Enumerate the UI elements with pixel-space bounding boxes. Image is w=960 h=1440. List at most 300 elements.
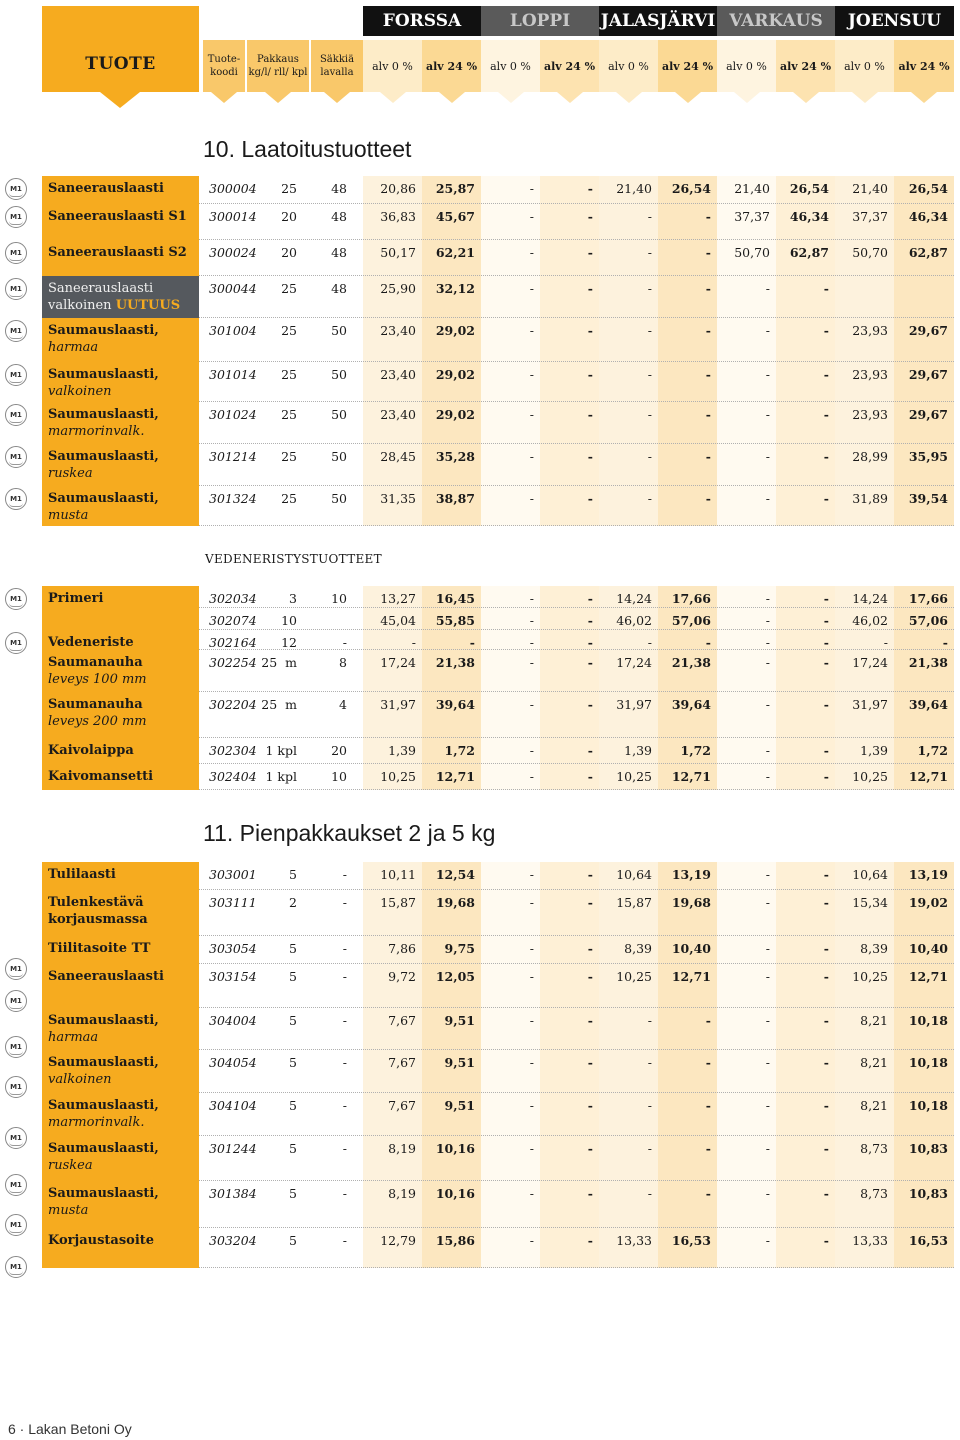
price-alv0: 45,04 <box>380 613 416 628</box>
product-name <box>48 742 134 759</box>
product-name-text: Saumauslaasti, <box>48 407 159 422</box>
price-alv0: - <box>529 591 534 606</box>
price-alv0: 8,21 <box>860 1013 888 1028</box>
product-code: 301244 <box>209 1141 257 1156</box>
price-alv0: - <box>647 407 652 422</box>
product-name <box>48 968 164 985</box>
price-alv24: - <box>587 969 593 984</box>
price-alv24: - <box>587 491 593 506</box>
product-name-cell <box>42 608 199 630</box>
price-alv0: - <box>765 1098 770 1113</box>
price-alv24: 46,34 <box>908 209 948 224</box>
price-alv24: 21,38 <box>671 655 711 670</box>
price-alv24: - <box>705 1098 711 1113</box>
price-alv0: 7,67 <box>388 1013 416 1028</box>
price-alv24: - <box>587 209 593 224</box>
product-name <box>48 634 134 651</box>
price-alv0: 21,40 <box>734 181 770 196</box>
price-alv0: 21,40 <box>852 181 888 196</box>
price-alv24: 10,18 <box>908 1098 948 1113</box>
table-row <box>42 936 954 964</box>
table-row <box>42 692 954 738</box>
alv24-label: alv 24 % <box>540 40 599 92</box>
bags-per-pallet: - <box>342 635 347 650</box>
price-alv0: 13,33 <box>852 1233 888 1248</box>
city-jalasjarvi: JALASJÄRVI <box>599 6 717 36</box>
price-alv24: - <box>823 613 829 628</box>
row-separator <box>199 789 954 790</box>
price-alv0: 46,02 <box>616 613 652 628</box>
product-code: 302304 <box>209 743 257 758</box>
bags-per-pallet: 50 <box>331 449 347 464</box>
bags-per-pallet: 50 <box>331 367 347 382</box>
package-size: 20 <box>281 245 297 260</box>
price-alv0: 23,93 <box>852 407 888 422</box>
price-alv0: 7,67 <box>388 1098 416 1113</box>
city-joensuu: JOENSUU <box>835 6 954 36</box>
m1-emission-icon: M1 <box>5 1127 27 1149</box>
price-alv24: - <box>823 281 829 296</box>
price-alv24: - <box>823 1013 829 1028</box>
alv24-label: alv 24 % <box>422 40 481 92</box>
price-alv24: 10,18 <box>908 1013 948 1028</box>
price-alv24: 29,02 <box>435 367 475 382</box>
price-alv0: - <box>529 1013 534 1028</box>
price-alv24: - <box>587 895 593 910</box>
price-alv24: - <box>705 449 711 464</box>
price-alv0: - <box>647 323 652 338</box>
package-size: 20 <box>281 209 297 224</box>
table-row <box>42 176 954 204</box>
table-row <box>42 362 954 402</box>
price-alv24: - <box>587 1055 593 1070</box>
price-alv24: 1,72 <box>917 743 948 758</box>
price-alv24: - <box>587 449 593 464</box>
price-alv24: - <box>705 209 711 224</box>
price-alv24: 12,71 <box>671 769 711 784</box>
price-alv0: 23,40 <box>380 323 416 338</box>
product-name-text: Saumauslaasti, <box>48 1013 159 1028</box>
price-alv24: - <box>587 867 593 882</box>
price-alv0: 7,67 <box>388 1055 416 1070</box>
price-alv0: 10,64 <box>616 867 652 882</box>
price-alv24: 13,19 <box>671 867 711 882</box>
price-alv24: - <box>587 635 593 650</box>
package-size: 5 <box>289 1098 297 1113</box>
product-name <box>48 1185 159 1219</box>
price-alv0: 17,24 <box>852 655 888 670</box>
price-alv0: 8,73 <box>860 1141 888 1156</box>
price-alv24: 10,16 <box>435 1141 475 1156</box>
row-separator <box>199 525 954 526</box>
price-alv24: - <box>823 655 829 670</box>
product-name <box>48 894 148 928</box>
price-alv24: - <box>823 697 829 712</box>
price-alv0: - <box>529 449 534 464</box>
price-alv0: 50,70 <box>734 245 770 260</box>
product-name-text: Saumauslaasti, <box>48 449 159 464</box>
price-alv0: - <box>765 941 770 956</box>
price-alv0: 14,24 <box>852 591 888 606</box>
price-alv0: 8,21 <box>860 1098 888 1113</box>
price-alv24: - <box>705 1055 711 1070</box>
product-code: 304004 <box>209 1013 257 1028</box>
price-alv24: 17,66 <box>908 591 948 606</box>
price-alv24: 12,71 <box>671 969 711 984</box>
price-alv24: - <box>587 1013 593 1028</box>
price-alv0: - <box>647 1055 652 1070</box>
price-alv0: - <box>529 181 534 196</box>
price-alv24: 9,75 <box>444 941 475 956</box>
new-badge: UUTUUS <box>115 298 181 313</box>
price-alv24: 62,87 <box>908 245 948 260</box>
product-code: 303054 <box>209 941 257 956</box>
price-alv24: 35,28 <box>435 449 475 464</box>
bags-per-pallet: - <box>342 1186 347 1201</box>
bags-per-pallet: - <box>342 867 347 882</box>
product-name-text: Saneerauslaasti <box>48 969 164 984</box>
product-name-text: Primeri <box>48 591 104 606</box>
alv0-label: alv 0 % <box>481 40 540 92</box>
product-name <box>48 940 150 957</box>
m1-emission-icon: M1 <box>5 1174 27 1196</box>
product-name <box>48 208 187 225</box>
price-alv24: 19,02 <box>908 895 948 910</box>
product-code: 302034 <box>209 591 257 606</box>
price-alv24: 39,54 <box>908 491 948 506</box>
price-alv24: - <box>942 635 948 650</box>
product-name-text: Saneerauslaasti S1 <box>48 209 187 224</box>
price-alv0: - <box>529 1098 534 1113</box>
package-size: 25 <box>281 281 297 296</box>
table-row <box>42 764 954 790</box>
package-size: 25 m <box>261 697 297 712</box>
price-alv0: - <box>529 635 534 650</box>
price-alv24: 39,64 <box>671 697 711 712</box>
bags-per-pallet: - <box>342 1055 347 1070</box>
product-code: 304104 <box>209 1098 257 1113</box>
table-row <box>42 204 954 240</box>
header-notch <box>911 92 937 103</box>
package-size: 25 <box>281 323 297 338</box>
price-alv0: - <box>765 367 770 382</box>
price-alv24: - <box>587 407 593 422</box>
product-name <box>48 1012 159 1046</box>
header-code: Tuote-koodi <box>203 40 245 92</box>
product-variant: harmaa <box>48 1030 99 1045</box>
product-name-text: Saumauslaasti, <box>48 491 159 506</box>
m1-emission-icon: M1 <box>5 1214 27 1236</box>
price-alv24: - <box>587 591 593 606</box>
price-alv0: - <box>529 941 534 956</box>
price-alv0: - <box>765 491 770 506</box>
m1-emission-icon: M1 <box>5 206 27 228</box>
product-code: 302404 <box>209 769 257 784</box>
bags-per-pallet: - <box>342 895 347 910</box>
product-name-text: Tiilitasoite TT <box>48 941 151 956</box>
product-name-text: Saumauslaasti, <box>48 367 159 382</box>
price-alv0: 10,25 <box>852 769 888 784</box>
table-row <box>42 318 954 362</box>
table-header <box>42 6 954 92</box>
header-notch <box>675 92 701 103</box>
price-alv0: - <box>647 367 652 382</box>
price-alv24: - <box>823 323 829 338</box>
package-size: 5 <box>289 969 297 984</box>
price-alv24: - <box>587 367 593 382</box>
product-code: 301004 <box>209 323 257 338</box>
table-row <box>42 1008 954 1050</box>
price-alv24: 15,86 <box>435 1233 475 1248</box>
product-variant: ruskea <box>48 466 93 481</box>
price-alv24: 12,71 <box>908 969 948 984</box>
product-name-text: Saumauslaasti, <box>48 1098 159 1113</box>
table-row <box>42 1181 954 1228</box>
price-column-bg <box>894 276 954 318</box>
price-alv0: - <box>765 655 770 670</box>
product-variant: leveys 100 mm <box>48 672 147 687</box>
bags-per-pallet: 50 <box>331 491 347 506</box>
price-alv0: 1,39 <box>388 743 416 758</box>
price-alv0: 15,87 <box>380 895 416 910</box>
product-code: 302164 <box>209 635 257 650</box>
price-alv0: - <box>647 635 652 650</box>
price-alv0: - <box>529 697 534 712</box>
table-row <box>42 586 954 608</box>
header-pack: Pakkaus kg/l/ rll/ kpl <box>247 40 309 92</box>
price-alv24: 10,83 <box>908 1141 948 1156</box>
package-size: 5 <box>289 867 297 882</box>
product-variant-text: valkoinen <box>48 298 112 313</box>
price-alv0: - <box>765 867 770 882</box>
bags-per-pallet: - <box>342 1141 347 1156</box>
package-size: 25 m <box>261 655 297 670</box>
price-alv0: 13,27 <box>380 591 416 606</box>
package-size: 10 <box>281 613 297 628</box>
price-alv0: 23,93 <box>852 367 888 382</box>
header-notch <box>265 92 291 103</box>
price-alv24: 10,18 <box>908 1055 948 1070</box>
price-alv0: 31,89 <box>852 491 888 506</box>
section-title-pienpakkaukset: 11. Pienpakkaukset 2 ja 5 kg <box>203 820 496 846</box>
price-alv24: 25,87 <box>435 181 475 196</box>
price-alv0: 36,83 <box>380 209 416 224</box>
bags-per-pallet: 48 <box>331 281 347 296</box>
price-alv0: 31,97 <box>852 697 888 712</box>
price-alv0: 8,73 <box>860 1186 888 1201</box>
price-alv24: 10,16 <box>435 1186 475 1201</box>
bags-per-pallet: 50 <box>331 323 347 338</box>
product-name <box>48 1232 154 1249</box>
product-name-text: Saumauslaasti, <box>48 323 159 338</box>
price-alv0: 10,25 <box>616 969 652 984</box>
header-notch <box>734 92 760 103</box>
price-alv0: - <box>765 697 770 712</box>
price-alv0: 15,34 <box>852 895 888 910</box>
product-name <box>48 1054 159 1088</box>
bags-per-pallet: 48 <box>331 181 347 196</box>
header-notch <box>852 92 878 103</box>
product-variant: leveys 200 mm <box>48 714 147 729</box>
price-alv24: - <box>587 323 593 338</box>
product-variant: harmaa <box>48 340 99 355</box>
product-name-text: Vedeneriste <box>48 635 134 650</box>
price-alv0: - <box>765 449 770 464</box>
product-name <box>48 654 147 688</box>
price-alv24: - <box>587 697 593 712</box>
product-name-text: Saneerauslaasti <box>48 281 154 296</box>
price-alv24: 12,54 <box>435 867 475 882</box>
price-alv24: 29,67 <box>908 323 948 338</box>
bags-per-pallet: - <box>342 1013 347 1028</box>
price-alv24: 39,64 <box>908 697 948 712</box>
table-row <box>42 240 954 276</box>
price-alv24: - <box>823 491 829 506</box>
price-alv24: - <box>705 1013 711 1028</box>
price-alv0: - <box>765 1186 770 1201</box>
bags-per-pallet: - <box>342 941 347 956</box>
price-alv24: 26,54 <box>908 181 948 196</box>
price-alv24: - <box>823 1233 829 1248</box>
price-alv24: 26,54 <box>671 181 711 196</box>
price-alv24: 26,54 <box>789 181 829 196</box>
price-alv0: 8,39 <box>624 941 652 956</box>
price-alv24: 21,38 <box>908 655 948 670</box>
price-alv24: 21,38 <box>435 655 475 670</box>
price-alv0: - <box>765 1055 770 1070</box>
product-variant: valkoinen <box>48 1072 112 1087</box>
price-alv24: - <box>587 941 593 956</box>
bags-per-pallet: 8 <box>339 655 347 670</box>
m1-emission-icon: M1 <box>5 242 27 264</box>
product-name <box>48 696 147 730</box>
package-size: 3 <box>289 591 297 606</box>
price-alv24: - <box>823 1098 829 1113</box>
price-alv0: 9,72 <box>388 969 416 984</box>
price-alv0: - <box>765 635 770 650</box>
product-variant: ruskea <box>48 1158 93 1173</box>
price-alv0: 28,99 <box>852 449 888 464</box>
price-alv0: - <box>765 281 770 296</box>
price-alv24: 13,19 <box>908 867 948 882</box>
price-alv0: - <box>529 1055 534 1070</box>
price-alv0: 50,17 <box>380 245 416 260</box>
product-name-text: Tulenkestävä <box>48 895 144 910</box>
price-alv24: 39,64 <box>435 697 475 712</box>
package-size: 25 <box>281 491 297 506</box>
header-notch <box>100 92 140 108</box>
price-alv24: - <box>823 867 829 882</box>
product-name <box>48 244 187 261</box>
m1-emission-icon: M1 <box>5 1036 27 1058</box>
price-column-bg <box>835 276 894 318</box>
package-size: 5 <box>289 1013 297 1028</box>
table-row <box>42 890 954 936</box>
price-alv0: 37,37 <box>852 209 888 224</box>
product-name-text: Kaivolaippa <box>48 743 134 758</box>
price-alv0: - <box>765 323 770 338</box>
product-name-text: Saumanauha <box>48 655 143 670</box>
price-alv0: - <box>529 209 534 224</box>
price-alv0: 17,24 <box>616 655 652 670</box>
product-name <box>48 366 159 400</box>
m1-emission-icon: M1 <box>5 364 27 386</box>
m1-emission-icon: M1 <box>5 1256 27 1278</box>
bags-per-pallet: 20 <box>331 743 347 758</box>
price-alv24: - <box>587 1186 593 1201</box>
header-notch <box>557 92 583 103</box>
price-alv24: - <box>705 1141 711 1156</box>
price-alv24: 12,05 <box>435 969 475 984</box>
package-size: 5 <box>289 1233 297 1248</box>
m1-emission-icon: M1 <box>5 446 27 468</box>
price-alv0: - <box>765 769 770 784</box>
price-alv24: - <box>587 1233 593 1248</box>
price-alv0: - <box>765 743 770 758</box>
m1-emission-icon: M1 <box>5 958 27 980</box>
product-code: 300004 <box>209 181 257 196</box>
header-notch <box>211 92 237 103</box>
price-alv24: 16,53 <box>671 1233 711 1248</box>
city-forssa: FORSSA <box>363 6 481 36</box>
package-size: 5 <box>289 1186 297 1201</box>
price-alv0: 10,11 <box>380 867 416 882</box>
price-alv24: - <box>469 635 475 650</box>
price-alv24: - <box>823 895 829 910</box>
price-alv24: - <box>705 281 711 296</box>
product-name <box>48 590 103 607</box>
price-alv24: - <box>823 591 829 606</box>
price-alv24: - <box>823 969 829 984</box>
price-alv0: - <box>529 743 534 758</box>
table-row <box>42 402 954 444</box>
row-separator <box>199 1267 954 1268</box>
m1-emission-icon: M1 <box>5 588 27 610</box>
price-alv0: 46,02 <box>852 613 888 628</box>
product-name <box>48 280 180 314</box>
product-code: 302254 <box>209 655 257 670</box>
product-variant: musta <box>48 508 89 523</box>
bags-per-pallet: 10 <box>331 591 347 606</box>
price-alv0: - <box>529 323 534 338</box>
package-size: 5 <box>289 941 297 956</box>
price-alv0: - <box>883 635 888 650</box>
price-alv24: - <box>587 769 593 784</box>
package-size: 25 <box>281 181 297 196</box>
alv0-label: alv 0 % <box>717 40 776 92</box>
price-alv0: - <box>647 449 652 464</box>
price-alv0: 20,86 <box>380 181 416 196</box>
price-alv0: - <box>529 895 534 910</box>
product-variant <box>48 297 180 314</box>
price-alv24: - <box>705 407 711 422</box>
bags-per-pallet: 48 <box>331 245 347 260</box>
price-alv0: - <box>647 281 652 296</box>
package-size: 1 kpl <box>265 769 297 784</box>
m1-emission-icon: M1 <box>5 990 27 1012</box>
price-alv0: 21,40 <box>616 181 652 196</box>
table-row <box>42 486 954 526</box>
product-code: 304054 <box>209 1055 257 1070</box>
price-alv0: - <box>765 969 770 984</box>
price-alv24: 16,53 <box>908 1233 948 1248</box>
package-size: 1 kpl <box>265 743 297 758</box>
product-name <box>48 768 153 785</box>
price-alv24: - <box>705 245 711 260</box>
price-alv0: - <box>765 1013 770 1028</box>
header-bags: Säkkiä lavalla <box>311 40 363 92</box>
price-alv0: 10,64 <box>852 867 888 882</box>
